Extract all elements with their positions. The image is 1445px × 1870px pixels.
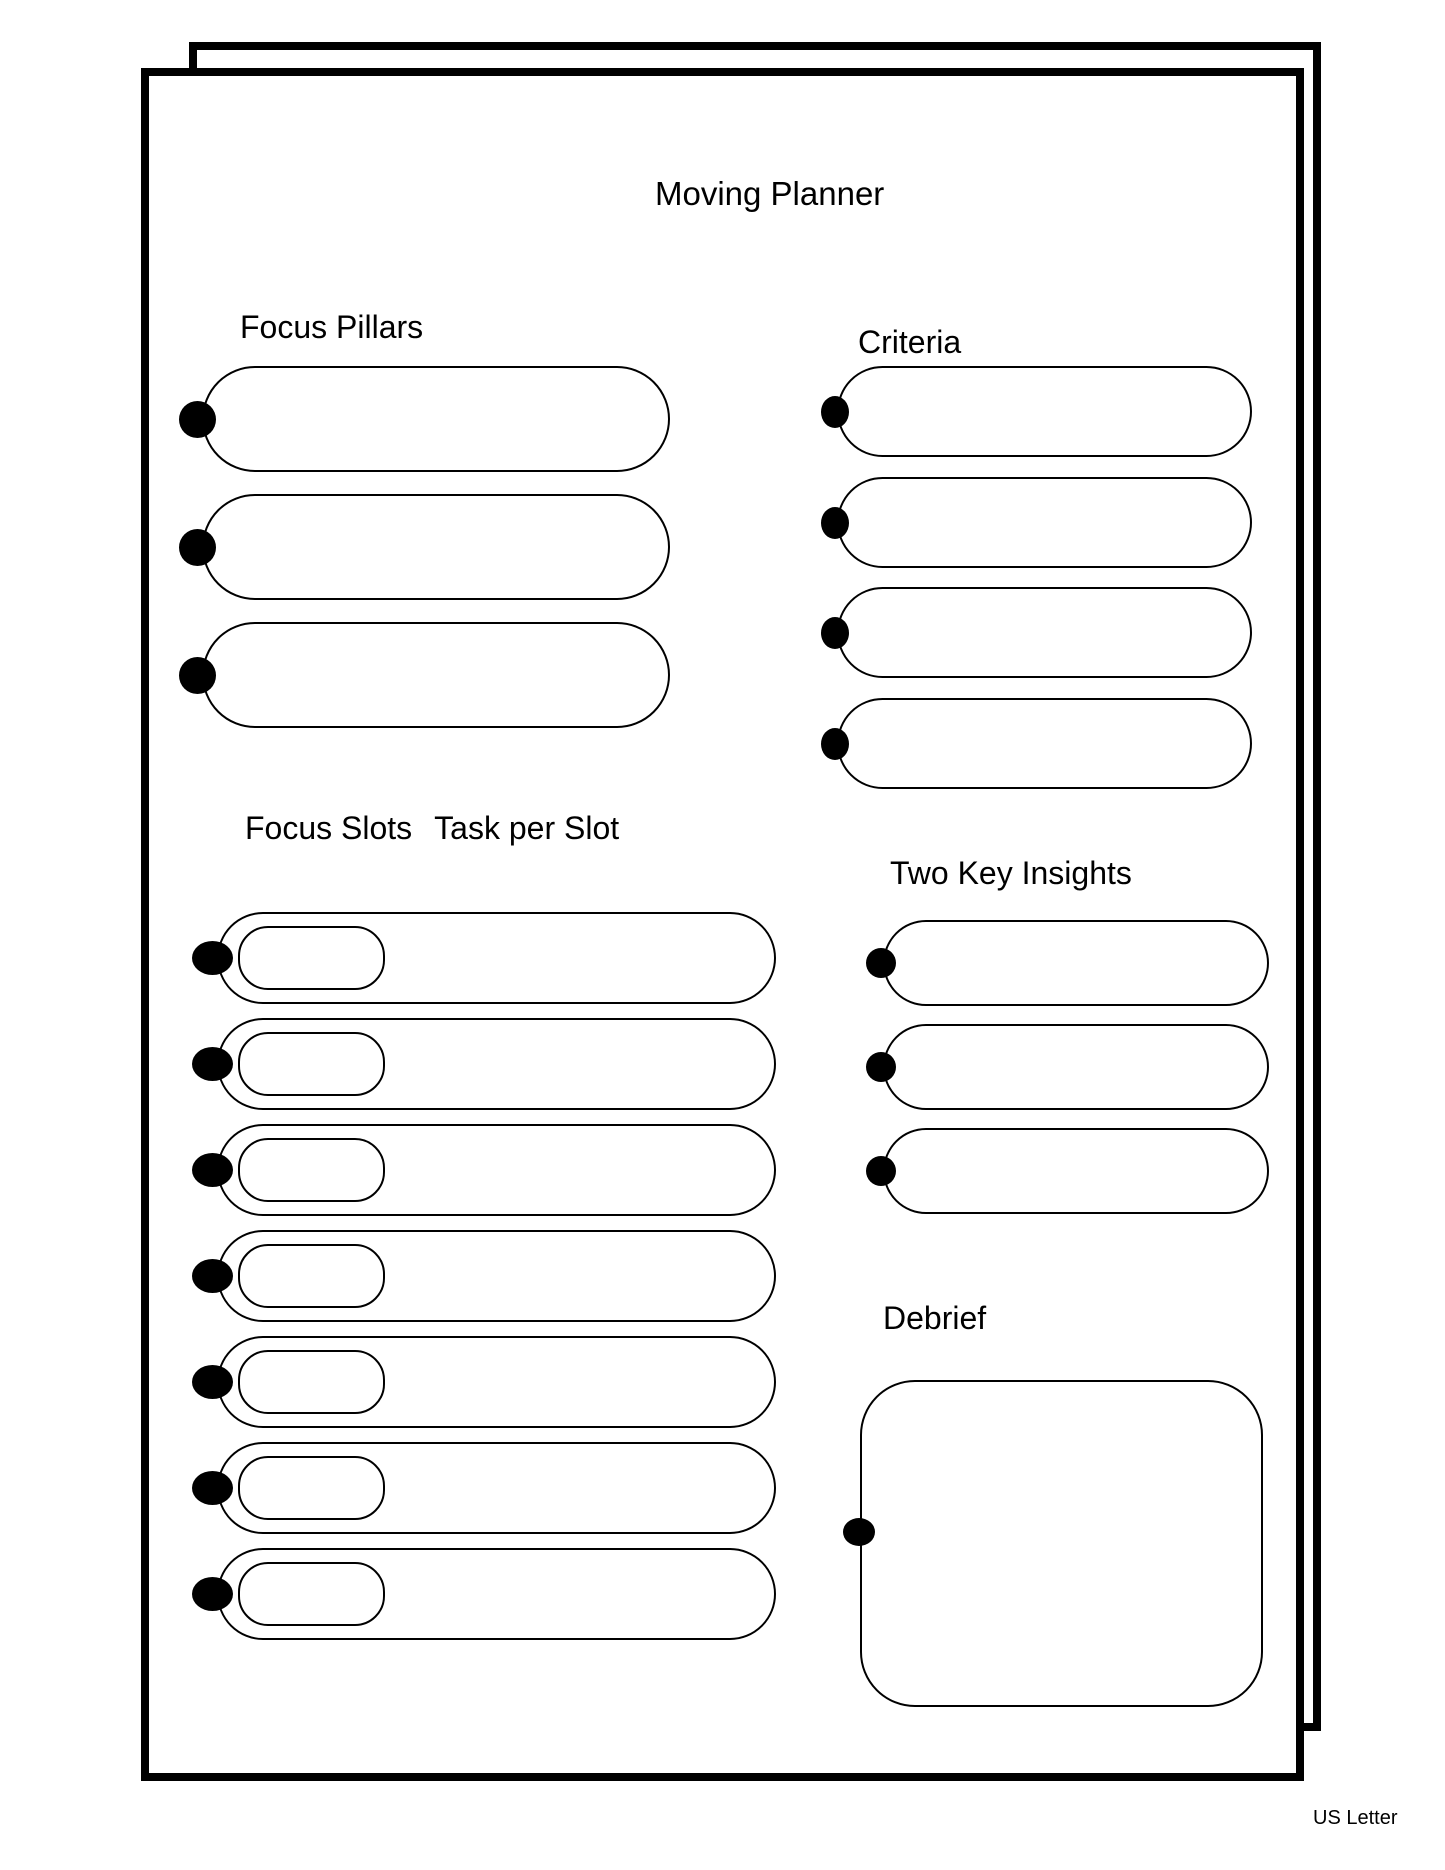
page-title: Moving Planner	[655, 175, 885, 212]
focus-pillar-field[interactable]	[202, 494, 670, 600]
section-heading-focus-slots	[245, 812, 619, 844]
slot-time-field[interactable]	[238, 1350, 385, 1414]
criteria-field[interactable]	[837, 698, 1252, 789]
paper-size-label: US Letter	[1313, 1807, 1398, 1829]
bullet-dot-icon	[821, 507, 849, 539]
bullet-dot-icon	[843, 1518, 875, 1546]
bullet-dot-icon	[821, 728, 849, 760]
bullet-dot-icon	[866, 948, 896, 978]
bullet-dot-icon	[192, 1365, 233, 1399]
insight-field[interactable]	[883, 920, 1269, 1006]
bullet-dot-icon	[192, 1577, 233, 1611]
criteria-field[interactable]	[837, 366, 1252, 457]
slot-time-field[interactable]	[238, 1244, 385, 1308]
slot-time-field[interactable]	[238, 1032, 385, 1096]
criteria-field[interactable]	[837, 477, 1252, 568]
bullet-dot-icon	[821, 396, 849, 428]
section-heading-focus-pillars: Focus Pillars	[240, 309, 424, 345]
section-heading-criteria: Criteria	[858, 324, 962, 360]
bullet-dot-icon	[179, 657, 216, 694]
focus-pillar-field[interactable]	[202, 366, 670, 472]
bullet-dot-icon	[866, 1052, 896, 1082]
bullet-dot-icon	[192, 1259, 233, 1293]
insight-field[interactable]	[883, 1128, 1269, 1214]
bullet-dot-icon	[192, 1471, 233, 1505]
slot-time-field[interactable]	[238, 926, 385, 990]
section-heading-two-key-insights: Two Key Insights	[890, 855, 1132, 891]
bullet-dot-icon	[821, 617, 849, 649]
bullet-dot-icon	[192, 1153, 233, 1187]
insight-field[interactable]	[883, 1024, 1269, 1110]
focus-slots-column-label: Focus Slots	[245, 810, 413, 846]
criteria-field[interactable]	[837, 587, 1252, 678]
bullet-dot-icon	[192, 941, 233, 975]
slot-time-field[interactable]	[238, 1456, 385, 1520]
task-per-slot-column-label: Task per Slot	[434, 810, 620, 846]
bullet-dot-icon	[866, 1156, 896, 1186]
bullet-dot-icon	[192, 1047, 233, 1081]
bullet-dot-icon	[179, 401, 216, 438]
debrief-field[interactable]	[860, 1380, 1263, 1707]
focus-pillar-field[interactable]	[202, 622, 670, 728]
section-heading-debrief: Debrief	[883, 1300, 987, 1336]
bullet-dot-icon	[179, 529, 216, 566]
slot-time-field[interactable]	[238, 1138, 385, 1202]
slot-time-field[interactable]	[238, 1562, 385, 1626]
